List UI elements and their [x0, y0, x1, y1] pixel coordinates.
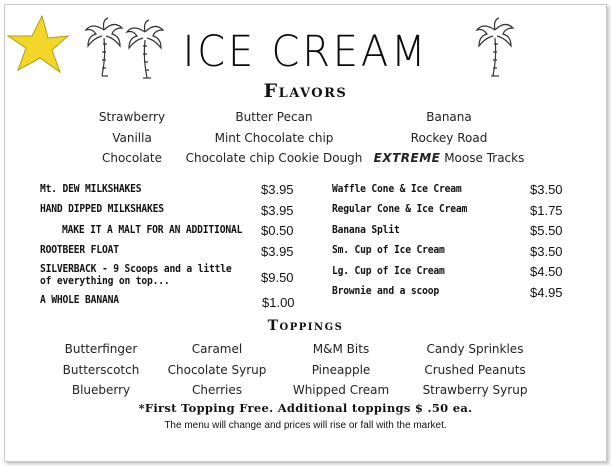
menu-price: $3.95	[261, 203, 294, 218]
menu-price: $0.50	[261, 223, 294, 238]
topping-item: Chocolate Syrup	[167, 363, 267, 377]
flavor-item: Butter Pecan	[235, 110, 313, 124]
topping-item: Cherries	[192, 383, 242, 397]
flavors-heading: Flavors	[263, 80, 348, 102]
menu-price: $9.50	[261, 270, 294, 285]
menu-item: Sm. Cup of Ice Cream	[332, 244, 445, 256]
extreme-label: EXTREME	[373, 151, 441, 165]
menu-item: SILVERBACK - 9 Scoops and a little of everything on top...	[40, 263, 232, 287]
flavor-item: Rockey Road	[410, 131, 488, 145]
topping-item: Caramel	[191, 342, 243, 356]
topping-item: Blueberry	[71, 383, 131, 397]
menu-price: $3.95	[261, 182, 294, 197]
menu-price: $1.75	[530, 203, 563, 218]
toppings-heading: Toppings	[267, 318, 344, 334]
flavor-name: Moose Tracks	[444, 151, 525, 165]
menu-price: $3.50	[530, 182, 563, 197]
flavor-item: Chocolate	[101, 151, 163, 165]
menu-item: MAKE IT A MALT FOR AN ADDITIONAL	[62, 224, 243, 236]
menu-item: Banana Split	[332, 224, 400, 236]
menu-price: $4.50	[530, 264, 563, 279]
flavor-item: Chocolate chip Cookie Dough	[185, 151, 363, 165]
topping-item: Whipped Cream	[292, 383, 390, 397]
flavor-item: Banana	[426, 110, 472, 124]
flavor-item: Mint Chocolate chip	[214, 131, 334, 145]
topping-item: Pineapple	[311, 363, 371, 377]
menu-item: Mt. DEW MILKSHAKES	[40, 183, 142, 195]
menu-item: A WHOLE BANANA	[40, 294, 119, 306]
topping-note: *First Topping Free. Additional toppings $ .50 ea.	[138, 401, 473, 415]
topping-item: Butterscotch	[62, 363, 140, 377]
flavor-item-moose-tracks	[374, 151, 525, 165]
menu-price: $4.95	[530, 285, 563, 300]
topping-item: Candy Sprinkles	[426, 342, 524, 356]
menu-item: Regular Cone & Ice Cream	[332, 203, 468, 215]
flavor-item: Strawberry	[98, 110, 166, 124]
menu-price: $3.50	[530, 244, 563, 259]
menu-item: Waffle Cone & Ice Cream	[332, 183, 462, 195]
menu-item: Lg. Cup of Ice Cream	[332, 265, 445, 277]
price-disclaimer: The menu will change and prices will rise or fall with the market.	[164, 420, 447, 431]
topping-item: M&M Bits	[312, 342, 370, 356]
topping-item: Crushed Peanuts	[424, 363, 526, 377]
menu-item: ROOTBEER FLOAT	[40, 244, 119, 256]
flavor-item: Vanilla	[112, 131, 152, 145]
menu-price: $1.00	[262, 295, 295, 310]
topping-item: Strawberry Syrup	[422, 383, 528, 397]
topping-item: Butterfinger	[64, 342, 138, 356]
menu-price: $3.95	[261, 244, 294, 259]
menu-item: HAND DIPPED MILKSHAKES	[40, 203, 164, 215]
menu-price: $5.50	[530, 223, 563, 238]
menu-item: Brownie and a scoop	[332, 285, 440, 297]
menu-title: ICE CREAM	[182, 27, 429, 77]
